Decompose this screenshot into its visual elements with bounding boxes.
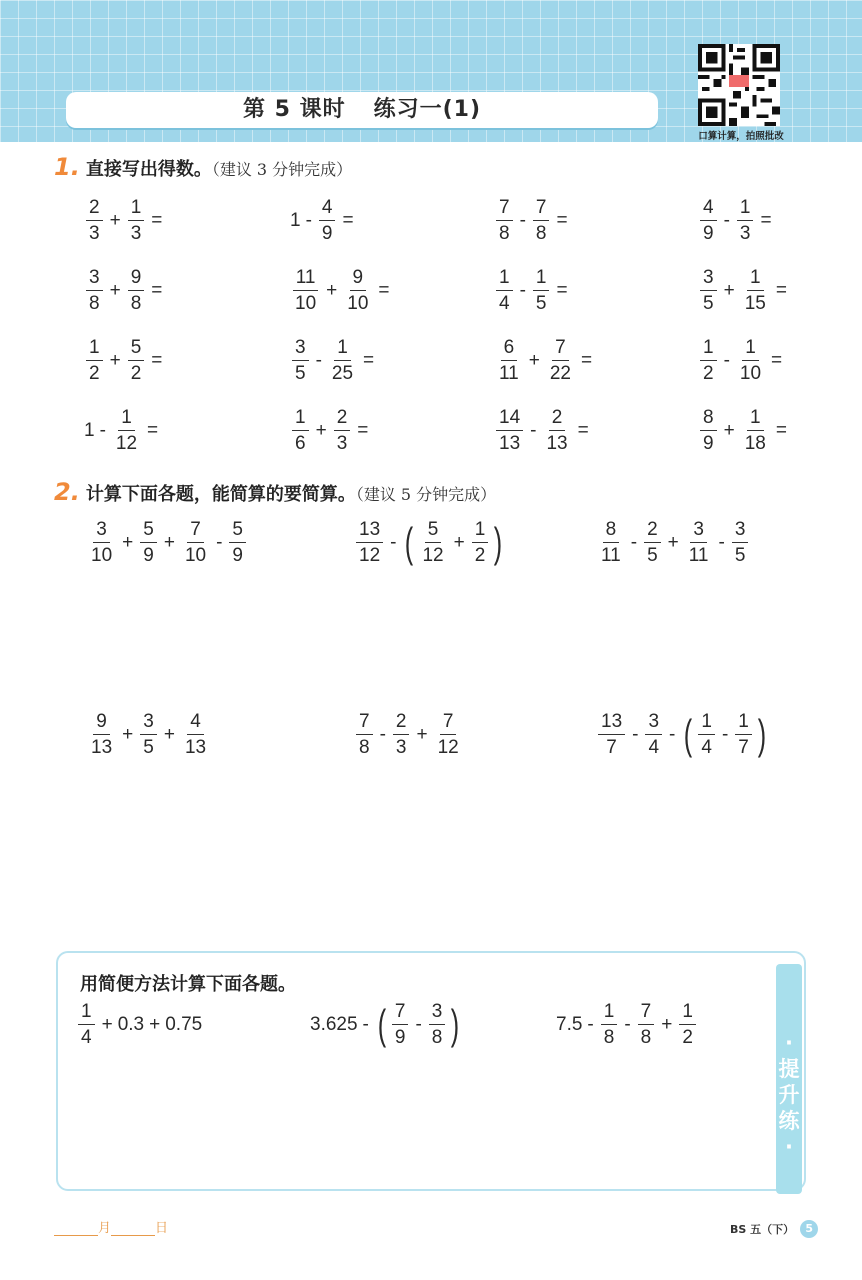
operator: + [667,531,679,553]
denominator: 13 [546,433,568,454]
operator: + [723,279,735,301]
denominator: 9 [394,1027,406,1048]
side-label-text: 提 升 练 [778,1057,800,1133]
fraction [128,268,145,313]
numerator: 1 [496,268,513,291]
fraction [86,198,103,243]
operator: - [315,349,322,371]
numerator: 9 [350,268,367,291]
operator: = [556,209,568,231]
operator: - [624,1013,631,1035]
numerator: 2 [549,408,566,431]
fraction [356,520,383,565]
footer-edition [730,1220,818,1238]
fraction [334,408,351,453]
fraction [496,268,513,313]
denominator: 5 [143,737,154,758]
operator: + [723,419,735,441]
operator: - [723,209,730,231]
operator: - [587,1013,594,1035]
denominator: 10 [347,293,369,314]
operator: + [101,1013,113,1035]
operator: + [326,279,338,301]
fraction [86,268,103,313]
denominator: 15 [744,293,766,314]
numerator: 3 [93,520,110,543]
fraction [140,520,157,565]
denominator: 9 [703,433,714,454]
oral-problem [698,198,777,243]
oral-problem [84,408,163,453]
denominator: 4 [81,1027,92,1048]
number: 1 [290,209,301,231]
numerator: 1 [735,712,752,735]
number: 0.3 [117,1013,145,1035]
calc-problem [86,520,248,565]
numerator: 7 [440,712,457,735]
day-label: 日 [155,1221,169,1236]
section2-note: （建议 5 分钟完成） [355,485,497,504]
fraction [737,338,764,383]
denominator: 9 [143,545,154,566]
section1-heading [54,153,352,181]
operator: - [390,531,397,553]
side-label: · 提 升 练 · [776,1030,802,1160]
numerator: 4 [319,198,336,221]
operator: + [109,279,121,301]
denominator: 7 [738,737,749,758]
number: 7.5 [556,1013,583,1035]
oral-problem [290,338,379,383]
open-paren: ( [684,710,693,758]
operator: + [122,723,134,745]
oral-problem [84,268,167,313]
lesson-number: 第 5 课时 [242,97,346,122]
denominator: 3 [336,433,348,454]
fraction [645,712,662,757]
numerator: 1 [601,1002,618,1025]
numerator: 7 [638,1002,655,1025]
fraction [496,198,513,243]
fraction [496,338,522,383]
fraction [533,268,550,313]
calc-problem [86,712,211,757]
operator: = [577,419,589,441]
section2-number: 2. [54,478,80,506]
fraction [700,268,717,313]
operator: = [151,279,163,301]
operator: = [760,209,772,231]
oral-problem [494,198,573,243]
operator: + [149,1013,161,1035]
fraction [700,198,717,243]
operator: - [362,1013,369,1035]
denominator: 2 [474,545,486,566]
operator: = [363,349,375,371]
operator: = [357,419,369,441]
open-paren: ( [377,1000,387,1048]
denominator: 22 [549,363,571,384]
fraction [140,712,157,757]
denominator: 12 [115,433,138,454]
oral-problem [494,268,573,313]
fraction [735,712,752,757]
numerator: 1 [292,408,309,431]
oral-problem [494,338,597,383]
fraction [638,1002,655,1047]
bonus-title: 用简便方法计算下面各题。 [80,974,296,995]
numerator: 13 [598,712,625,735]
bonus-problem [310,1002,463,1047]
calc-problem [354,520,506,565]
number: 3.625 [310,1013,358,1035]
numerator: 3 [86,268,103,291]
denominator: 10 [295,293,317,314]
fraction [86,338,103,383]
qr-code-icon[interactable] [698,44,780,126]
calc-problem [596,520,750,565]
denominator: 11 [688,545,709,566]
numerator: 8 [603,520,620,543]
fraction [292,338,309,383]
fraction [742,268,769,313]
denominator: 13 [499,433,521,454]
fraction [686,520,712,565]
section1-title: 直接写出得数。 [85,159,212,180]
denominator: 10 [91,545,113,566]
operator: = [147,419,159,441]
section1-number: 1. [54,153,80,181]
edition-label: BS 五（下） [730,1223,795,1236]
denominator: 3 [739,223,751,244]
fraction [319,198,336,243]
fraction [128,198,145,243]
fraction [698,712,715,757]
operator: - [669,723,676,745]
fraction [356,712,373,757]
operator: - [630,531,638,553]
denominator: 10 [739,363,762,384]
fraction [292,408,309,453]
operator: + [163,723,175,745]
denominator: 5 [295,363,306,384]
fraction [182,712,209,757]
fraction [292,268,319,313]
section2-heading [54,478,496,506]
numerator: 2 [334,408,351,431]
fraction [533,198,550,243]
denominator: 11 [601,545,621,566]
fraction [435,712,462,757]
fraction [598,520,624,565]
numerator: 5 [128,338,145,361]
numerator: 2 [644,520,661,543]
fraction [88,712,115,757]
fraction [182,520,209,565]
numerator: 1 [742,338,759,361]
operator: + [661,1013,673,1035]
denominator: 8 [431,1027,443,1048]
numerator: 6 [501,338,518,361]
operator: + [416,723,428,745]
fraction [344,268,371,313]
lesson-title: 练习一(1) [373,97,482,122]
denominator: 9 [321,223,333,244]
numerator: 5 [425,520,442,543]
denominator: 5 [734,545,746,566]
numerator: 3 [732,520,749,543]
numerator: 14 [496,408,523,431]
operator: + [528,349,540,371]
oral-problem [698,408,792,453]
bonus-problem [556,1002,698,1047]
denominator: 3 [395,737,407,758]
numerator: 3 [292,338,309,361]
operator: = [151,209,163,231]
operator: - [721,723,729,745]
numerator: 1 [472,520,489,543]
numerator: 13 [356,520,383,543]
denominator: 13 [91,737,113,758]
numerator: 5 [140,520,157,543]
calc-problem [596,712,770,757]
page-number: 5 [800,1220,818,1238]
operator: = [775,279,787,301]
denominator: 7 [606,737,617,758]
close-paren: ) [494,518,503,566]
denominator: 13 [184,737,207,758]
denominator: 5 [703,293,714,314]
operator: + [109,209,121,231]
denominator: 2 [682,1027,693,1048]
operator: + [453,531,465,553]
numerator: 1 [334,338,351,361]
operator: - [632,723,639,745]
operator: = [556,279,568,301]
close-paren: ) [451,1000,460,1048]
denominator: 18 [744,433,766,454]
denominator: 8 [130,293,142,314]
denominator: 3 [89,223,100,244]
denominator: 8 [359,737,370,758]
denominator: 4 [499,293,510,314]
numerator: 1 [700,338,717,361]
denominator: 2 [703,363,714,384]
oral-problem [290,408,373,453]
fraction [392,1002,409,1047]
oral-problem [698,268,792,313]
operator: + [122,531,134,553]
fraction [742,408,769,453]
denominator: 6 [295,433,306,454]
denominator: 2 [89,363,100,384]
numerator: 1 [737,198,754,221]
fraction [472,520,489,565]
fraction [679,1002,696,1047]
fraction [496,408,523,453]
numerator: 3 [690,520,707,543]
denominator: 4 [701,737,712,758]
operator: - [216,531,223,553]
operator: - [99,419,106,441]
denominator: 8 [535,223,547,244]
number: 1 [84,419,95,441]
oral-problem [698,338,787,383]
operator: - [379,723,386,745]
fraction [113,408,140,453]
denominator: 12 [422,545,444,566]
calc-problem [354,712,464,757]
denominator: 2 [130,363,142,384]
operator: = [771,349,783,371]
numerator: 11 [293,268,319,291]
denominator: 8 [603,1027,615,1048]
denominator: 8 [499,223,510,244]
open-paren: ( [405,518,414,566]
numerator: 1 [747,268,764,291]
operator: - [305,209,312,231]
operator: - [519,209,526,231]
numerator: 3 [645,712,662,735]
bonus-problem [76,1002,202,1047]
operator: = [151,349,163,371]
denominator: 5 [535,293,547,314]
denominator: 12 [437,737,459,758]
numerator: 1 [679,1002,696,1025]
oral-problem [290,268,395,313]
numerator: 7 [496,198,513,221]
numerator: 3 [700,268,717,291]
numerator: 8 [700,408,717,431]
fraction [700,408,717,453]
numerator: 1 [118,408,135,431]
fraction [393,712,410,757]
numerator: 3 [429,1002,446,1025]
numerator: 7 [356,712,373,735]
numerator: 9 [93,712,110,735]
section2-title: 计算下面各题，能简算的要简算。 [85,484,356,505]
fraction [732,520,749,565]
numerator: 1 [128,198,145,221]
fraction [700,338,717,383]
fraction [598,712,625,757]
operator: = [378,279,390,301]
fraction [128,338,145,383]
operator: = [775,419,787,441]
fraction [644,520,661,565]
oral-problem [84,198,167,243]
operator: - [519,279,526,301]
fraction [601,1002,618,1047]
numerator: 7 [392,1002,409,1025]
denominator: 9 [703,223,714,244]
fraction [88,520,115,565]
operator: - [718,531,725,553]
operator: + [163,531,175,553]
close-paren: ) [757,710,767,758]
numerator: 7 [533,198,550,221]
operator: - [415,1013,422,1035]
number: 0.75 [165,1013,203,1035]
numerator: 1 [533,268,550,291]
numerator: 1 [78,1002,95,1025]
section1-note: （建议 3 分钟完成） [211,160,353,179]
fraction [547,338,574,383]
fraction [543,408,570,453]
denominator: 8 [89,293,100,314]
fraction [329,338,356,383]
numerator: 7 [187,520,204,543]
operator: - [530,419,537,441]
denominator: 8 [640,1027,652,1048]
denominator: 25 [331,363,354,384]
numerator: 7 [552,338,569,361]
lesson-title-bar [66,92,658,128]
denominator: 4 [648,737,660,758]
numerator: 5 [229,520,246,543]
numerator: 2 [393,712,410,735]
denominator: 11 [499,363,519,384]
denominator: 10 [184,545,207,566]
denominator: 12 [359,545,381,566]
fraction [419,520,446,565]
operator: = [580,349,593,371]
denominator: 9 [232,545,243,566]
oral-problem [290,198,359,243]
operator: + [315,419,327,441]
fraction [429,1002,446,1047]
month-label: 月 [98,1221,112,1236]
numerator: 9 [128,268,145,291]
date-field [54,1217,168,1236]
oral-problem [494,408,594,453]
fraction [737,198,754,243]
fraction [78,1002,95,1047]
numerator: 2 [86,198,103,221]
numerator: 1 [86,338,103,361]
oral-problem [84,338,167,383]
denominator: 5 [647,545,658,566]
numerator: 1 [698,712,715,735]
numerator: 4 [700,198,717,221]
operator: - [723,349,730,371]
numerator: 1 [747,408,764,431]
numerator: 4 [187,712,204,735]
fraction [229,520,246,565]
operator: = [342,209,354,231]
operator: + [109,349,121,371]
qr-caption: 口算计算，拍照批改 [698,131,784,142]
numerator: 3 [140,712,157,735]
denominator: 3 [130,223,142,244]
